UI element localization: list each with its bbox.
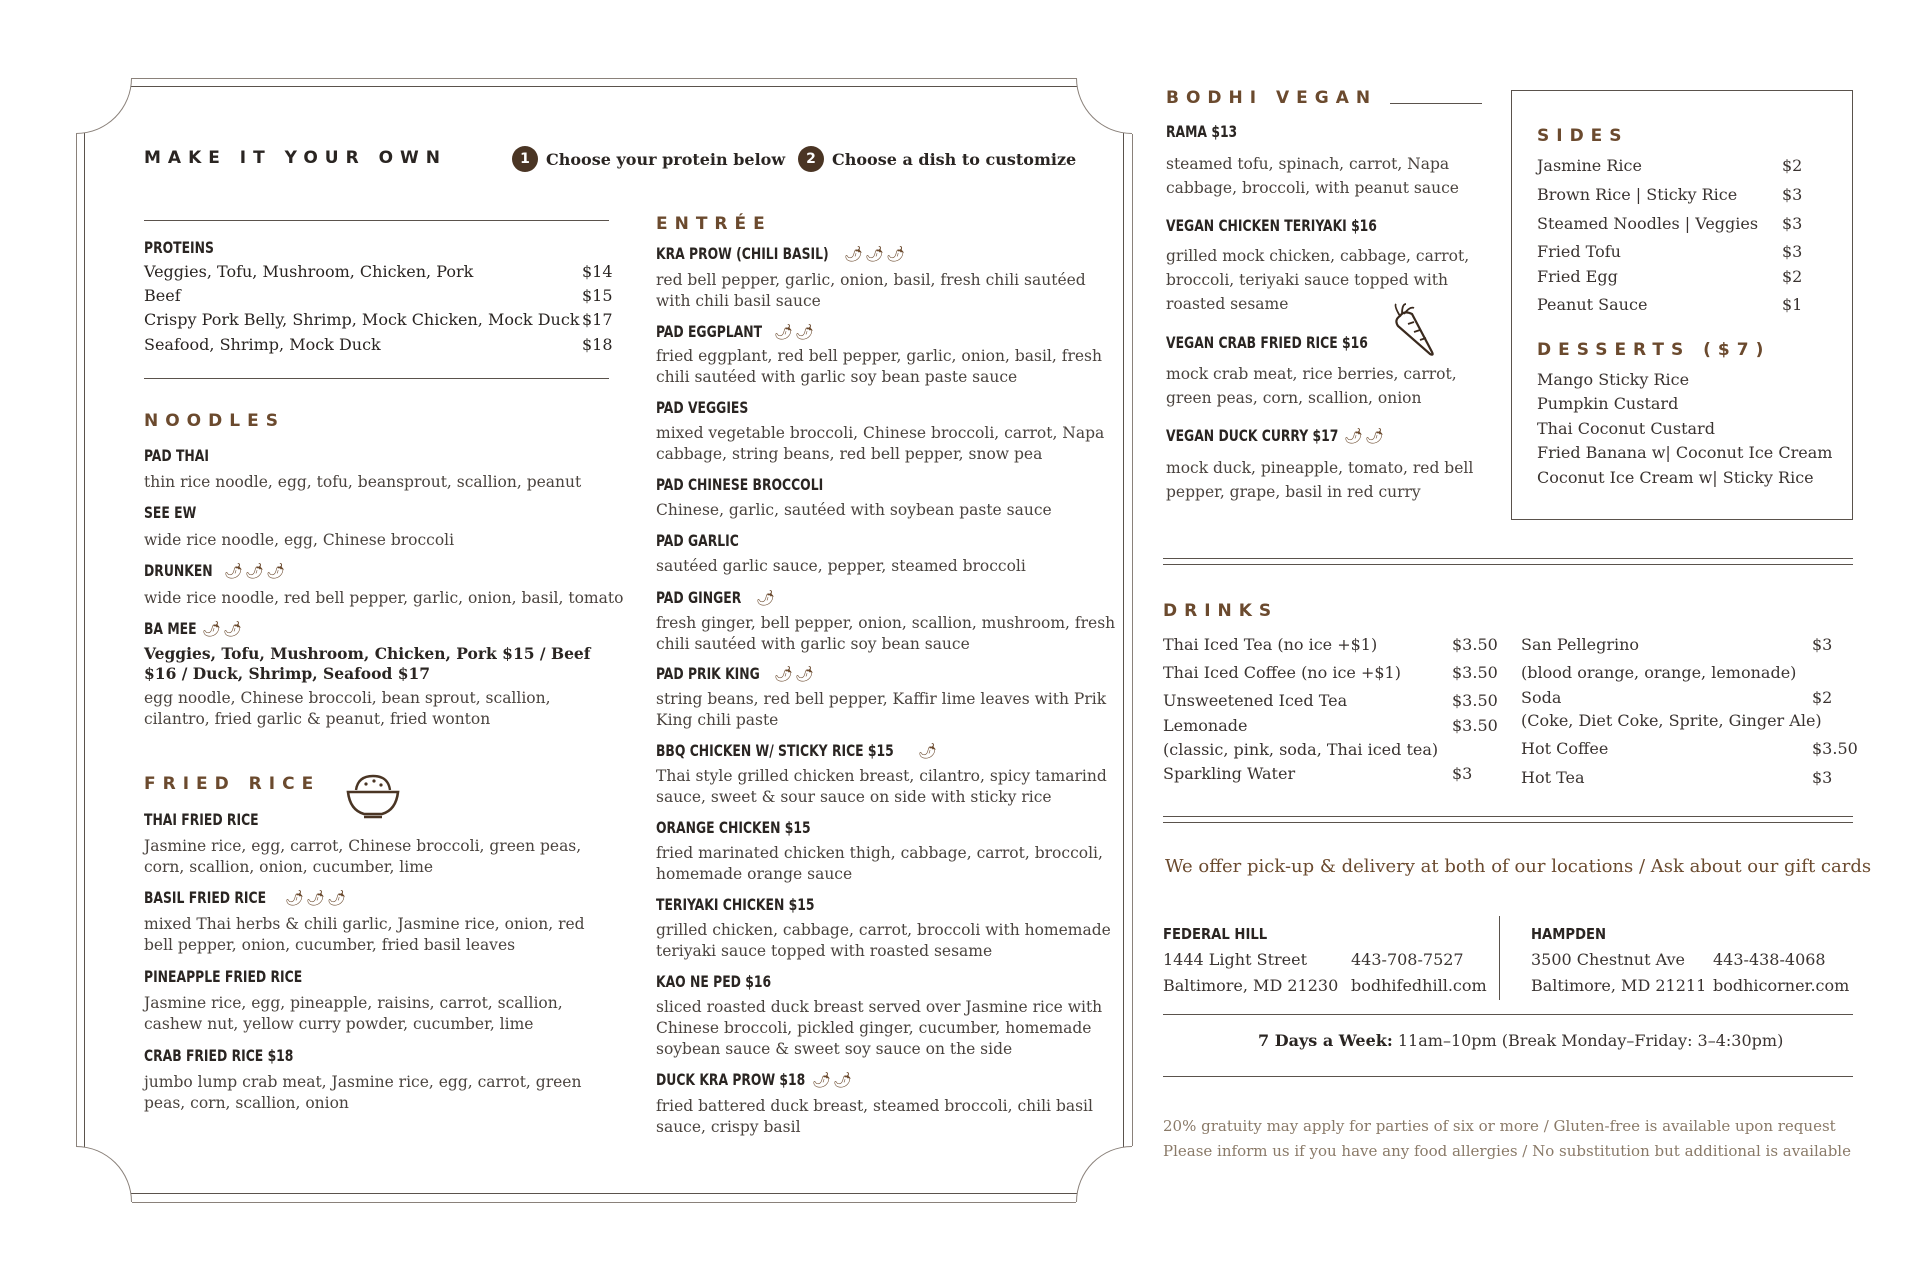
dish-desc: Jasmine rice, egg, carrot, Chinese broccoli, green peas, corn, scallion, onion, cucumber, lime [144,837,582,876]
dish-desc: string beans, red bell pepper, Kaffir lime leaves with Prik King chili paste [656,690,1107,729]
drink-price: $3.50 [1452,716,1498,735]
menu-item [656,895,840,914]
protein-name: Veggies, Tofu, Mushroom, Chicken, Pork [144,262,474,281]
chili-pepper-icon: 🌶 [918,742,940,760]
menu-item [656,818,836,837]
drink-price: $3.50 [1452,691,1498,710]
divider [1163,822,1853,823]
divider [144,220,609,221]
vegan-title: BODHI VEGAN [1166,88,1378,108]
dish-options: Veggies, Tofu, Mushroom, Chicken, Pork $15 / Beef $16 / Duck, Shrimp, Seafood $17 [144,644,591,683]
dish-name: PAD VEGGIES [656,398,749,417]
step-2 [798,146,1076,172]
menu-item [656,398,763,417]
menu-item [656,741,939,760]
dish-name: BBQ CHICKEN W/ STICKY RICE $15 [656,741,894,760]
dish-desc: Thai style grilled chicken breast, cilantro, spicy tamarind sauce, sweet & sour sauce on side with sticky rice [656,767,1107,806]
dish-name: DRUNKEN [144,561,213,580]
frame-outline [76,134,77,1146]
menu-item [656,1070,854,1089]
rice-bowl-icon [344,770,402,822]
dish-name: BASIL FRIED RICE [144,888,267,907]
side-name: Steamed Noodles | Veggies [1537,214,1759,233]
menu-item [144,503,205,522]
drink-price: $3.50 [1812,739,1858,758]
dish-name: PAD THAI [144,446,209,465]
divider [1163,816,1853,817]
dish-name: PAD GARLIC [656,531,739,550]
protein-name: Seafood, Shrimp, Mock Duck [144,335,381,354]
protein-name: Crispy Pork Belly, Shrimp, Mock Chicken, Mock Duck [144,310,580,329]
side-name: Fried Egg [1537,267,1618,286]
drink-name: Sparkling Water [1163,764,1296,783]
dish-desc: fried battered duck breast, steamed broccoli, chili basil sauce, crispy basil [656,1097,1093,1136]
side-name: Peanut Sauce [1537,295,1648,314]
drink-name: Thai Iced Tea (no ice +$1) [1163,635,1378,654]
drink-price: $3 [1452,764,1473,783]
footnote: 20% gratuity may apply for parties of six or more / Gluten-free is available upon request [1163,1117,1836,1135]
side-name: Fried Tofu [1537,242,1621,261]
sides-title: SIDES [1537,126,1629,146]
page-title: MAKE IT YOUR OWN [144,148,448,168]
dish-name: PINEAPPLE FRIED RICE [144,967,303,986]
dessert-item: Pumpkin Custard [1537,394,1679,413]
drink-name: Hot Coffee [1521,739,1609,758]
menu-item [656,588,777,607]
menu-item [656,322,816,341]
menu-item [656,475,850,494]
divider [1390,103,1482,104]
menu-item [144,1046,318,1065]
chili-pepper-icon: 🌶🌶 [202,620,245,638]
dish-desc: grilled mock chicken, cabbage, carrot, broccoli, teriyaki sauce topped with roasted sesame [1166,247,1470,313]
location-city: Baltimore, MD 21230 [1163,976,1339,995]
dish-name: PAD GINGER [656,588,742,607]
dish-desc: sliced roasted duck breast served over Jasmine rice with Chinese broccoli, pickled ginger, cucumber, homemade soybean sauce & sweet soy sauce on the side [656,998,1103,1058]
step-number: 1 [512,146,538,172]
dish-name: RAMA $13 [1166,122,1238,141]
location-name: HAMPDEN [1531,925,1607,943]
side-price: $2 [1782,267,1803,286]
drink-price: $3.50 [1452,635,1498,654]
divider [1163,558,1853,559]
location-website[interactable]: bodhicorner.com [1713,976,1850,995]
chili-pepper-icon: 🌶 [756,589,778,607]
location-city: Baltimore, MD 21211 [1531,976,1707,995]
drink-note: (classic, pink, soda, Thai iced tea) [1163,740,1439,759]
dish-name: KRA PROW (CHILI BASIL) [656,244,829,263]
dish-desc: fresh ginger, bell pepper, onion, scallion, mushroom, fresh chili sautéed with garlic soy bean sauce [656,614,1116,653]
fried-rice-title: FRIED RICE [144,774,321,794]
location-divider [1499,916,1500,1000]
location-phone[interactable]: 443-438-4068 [1713,950,1826,969]
drink-note: (Coke, Diet Coke, Sprite, Ginger Ale) [1521,711,1822,730]
frame-outline [132,1202,1076,1203]
dish-name: DUCK KRA PROW $18 [656,1070,806,1089]
drink-name: San Pellegrino [1521,635,1640,654]
dish-name: CRAB FRIED RICE $18 [144,1046,294,1065]
menu-item [144,810,277,829]
side-price: $3 [1782,242,1803,261]
dish-name: TERIYAKI CHICKEN $15 [656,895,815,914]
hours-text: 11am–10pm (Break Monday–Friday: 3–4:30pm) [1397,1031,1784,1050]
frame-outline [132,78,1076,79]
drinks-title: DRINKS [1163,601,1279,621]
step-text: Choose a dish to customize [832,149,1077,169]
menu-item [656,531,752,550]
entree-title: ENTRÉE [656,214,772,234]
dish-desc: wide rice noodle, egg, Chinese broccoli [144,531,455,549]
menu-item [656,244,907,263]
dish-name: ORANGE CHICKEN $15 [656,818,811,837]
divider [1163,1014,1853,1015]
dish-desc: fried marinated chicken thigh, cabbage, carrot, broccoli, homemade orange sauce [656,844,1103,883]
offer-text: We offer pick-up & delivery at both of our locations / Ask about our gift cards [1165,856,1872,877]
frame-outline [1132,134,1133,1146]
chili-pepper-icon: 🌶🌶 [1344,427,1387,445]
hours-label: 7 Days a Week: [1258,1031,1393,1050]
drink-name: Unsweetened Iced Tea [1163,691,1348,710]
step-1 [512,146,785,172]
dish-desc: wide rice noodle, red bell pepper, garlic, onion, basil, tomato [144,589,624,607]
menu-item [1166,426,1386,445]
step-number: 2 [798,146,824,172]
drink-price: $2 [1812,688,1833,707]
location-name: FEDERAL HILL [1163,925,1268,943]
dish-desc: mock duck, pineapple, tomato, red bell pepper, grape, basil in red curry [1166,459,1474,501]
drink-name: Soda [1521,688,1562,707]
dish-desc: Jasmine rice, egg, pineapple, raisins, carrot, scallion, cashew nut, yellow curry powder, cucumber, lime [144,994,563,1033]
side-name: Jasmine Rice [1537,156,1642,175]
protein-price: $18 [582,335,613,354]
dish-desc: grilled chicken, cabbage, carrot, broccoli with homemade teriyaki sauce topped with roasted sesame [656,921,1111,960]
dish-desc: jumbo lump crab meat, Jasmine rice, egg, carrot, green peas, corn, scallion, onion [144,1073,582,1112]
protein-price: $17 [582,310,613,329]
divider [144,378,609,379]
dessert-item: Coconut Ice Cream w| Sticky Rice [1537,468,1814,487]
dish-name: BA MEE [144,619,197,638]
side-price: $1 [1782,295,1803,314]
dish-desc: egg noodle, Chinese broccoli, bean sprout, scallion, cilantro, fried garlic & peanut, fried wonton [144,689,551,728]
menu-item [144,561,287,580]
dessert-item: Mango Sticky Rice [1537,370,1690,389]
dish-desc: thin rice noodle, egg, tofu, beansprout, scallion, peanut [144,473,582,491]
chili-pepper-icon: 🌶🌶 [774,323,817,341]
drink-price: $3 [1812,635,1833,654]
drink-name: Lemonade [1163,716,1248,735]
dish-desc: steamed tofu, spinach, carrot, Napa cabbage, broccoli, with peanut sauce [1166,155,1459,197]
dish-desc: sautéed garlic sauce, pepper, steamed broccoli [656,557,1026,575]
dish-name: VEGAN DUCK CURRY $17 [1166,426,1339,445]
desserts-title: DESSERTS ($7) [1537,340,1771,360]
menu-item [1166,216,1411,235]
dish-name: VEGAN CRAB FRIED RICE $16 [1166,333,1368,352]
side-price: $2 [1782,156,1803,175]
side-price: $3 [1782,214,1803,233]
step-text: Choose your protein below [546,149,786,169]
location-website[interactable]: bodhifedhill.com [1351,976,1487,995]
location-street: 1444 Light Street [1163,950,1308,969]
dish-name: PAD PRIK KING [656,664,760,683]
menu-item [1166,122,1249,141]
divider [1163,564,1853,565]
dish-desc: Chinese, garlic, sautéed with soybean paste sauce [656,501,1052,519]
menu-item [144,888,348,907]
dish-name: PAD EGGPLANT [656,322,763,341]
divider [1163,1076,1853,1077]
drink-price: $3 [1812,768,1833,787]
chili-pepper-icon: 🌶🌶 [774,665,817,683]
footnote: Please inform us if you have any food allergies / No substitution but additional is available [1163,1142,1851,1160]
noodles-title: NOODLES [144,411,285,431]
dish-name: SEE EW [144,503,197,522]
protein-price: $14 [582,262,613,281]
protein-name: Beef [144,286,181,305]
hours [1258,1031,1783,1050]
menu-item [1166,333,1401,352]
drink-name: Hot Tea [1521,768,1585,787]
dessert-item: Fried Banana w| Coconut Ice Cream [1537,443,1833,462]
menu-item [144,446,220,465]
dish-desc: mock crab meat, rice berries, carrot, green peas, corn, scallion, onion [1166,365,1457,407]
dish-name: PAD CHINESE BROCCOLI [656,475,824,494]
chili-pepper-icon: 🌶🌶 [812,1071,855,1089]
menu-item [144,967,328,986]
menu-item [144,619,244,638]
dish-name: THAI FRIED RICE [144,810,259,829]
location-street: 3500 Chestnut Ave [1531,950,1685,969]
proteins-title: PROTEINS [144,238,214,257]
chili-pepper-icon: 🌶🌶🌶 [224,562,288,580]
carrot-icon [1390,302,1438,358]
drink-name: Thai Iced Coffee (no ice +$1) [1163,663,1401,682]
side-price: $3 [1782,185,1803,204]
dish-desc: mixed vegetable broccoli, Chinese broccoli, carrot, Napa cabbage, string beans, red bell pepper, snow pea [656,424,1105,463]
dish-name: VEGAN CHICKEN TERIYAKI $16 [1166,216,1377,235]
drink-price: $3.50 [1452,663,1498,682]
dish-desc: fried eggplant, red bell pepper, garlic, onion, basil, fresh chili sautéed with garlic soy bean paste sauce [656,347,1102,386]
menu-item [656,972,790,991]
chili-pepper-icon: 🌶🌶🌶 [285,889,349,907]
drink-note: (blood orange, orange, lemonade) [1521,663,1797,682]
location-phone[interactable]: 443-708-7527 [1351,950,1464,969]
dish-desc: mixed Thai herbs & chili garlic, Jasmine rice, onion, red bell pepper, onion, cucumber, fried basil leaves [144,915,585,954]
dessert-item: Thai Coconut Custard [1537,419,1715,438]
chili-pepper-icon: 🌶🌶🌶 [844,245,908,263]
dish-name: KAO NE PED $16 [656,972,772,991]
side-name: Brown Rice | Sticky Rice [1537,185,1738,204]
protein-price: $15 [582,286,613,305]
dish-desc: red bell pepper, garlic, onion, basil, fresh chili sautéed with chili basil sauce [656,271,1086,310]
menu-item [656,664,816,683]
